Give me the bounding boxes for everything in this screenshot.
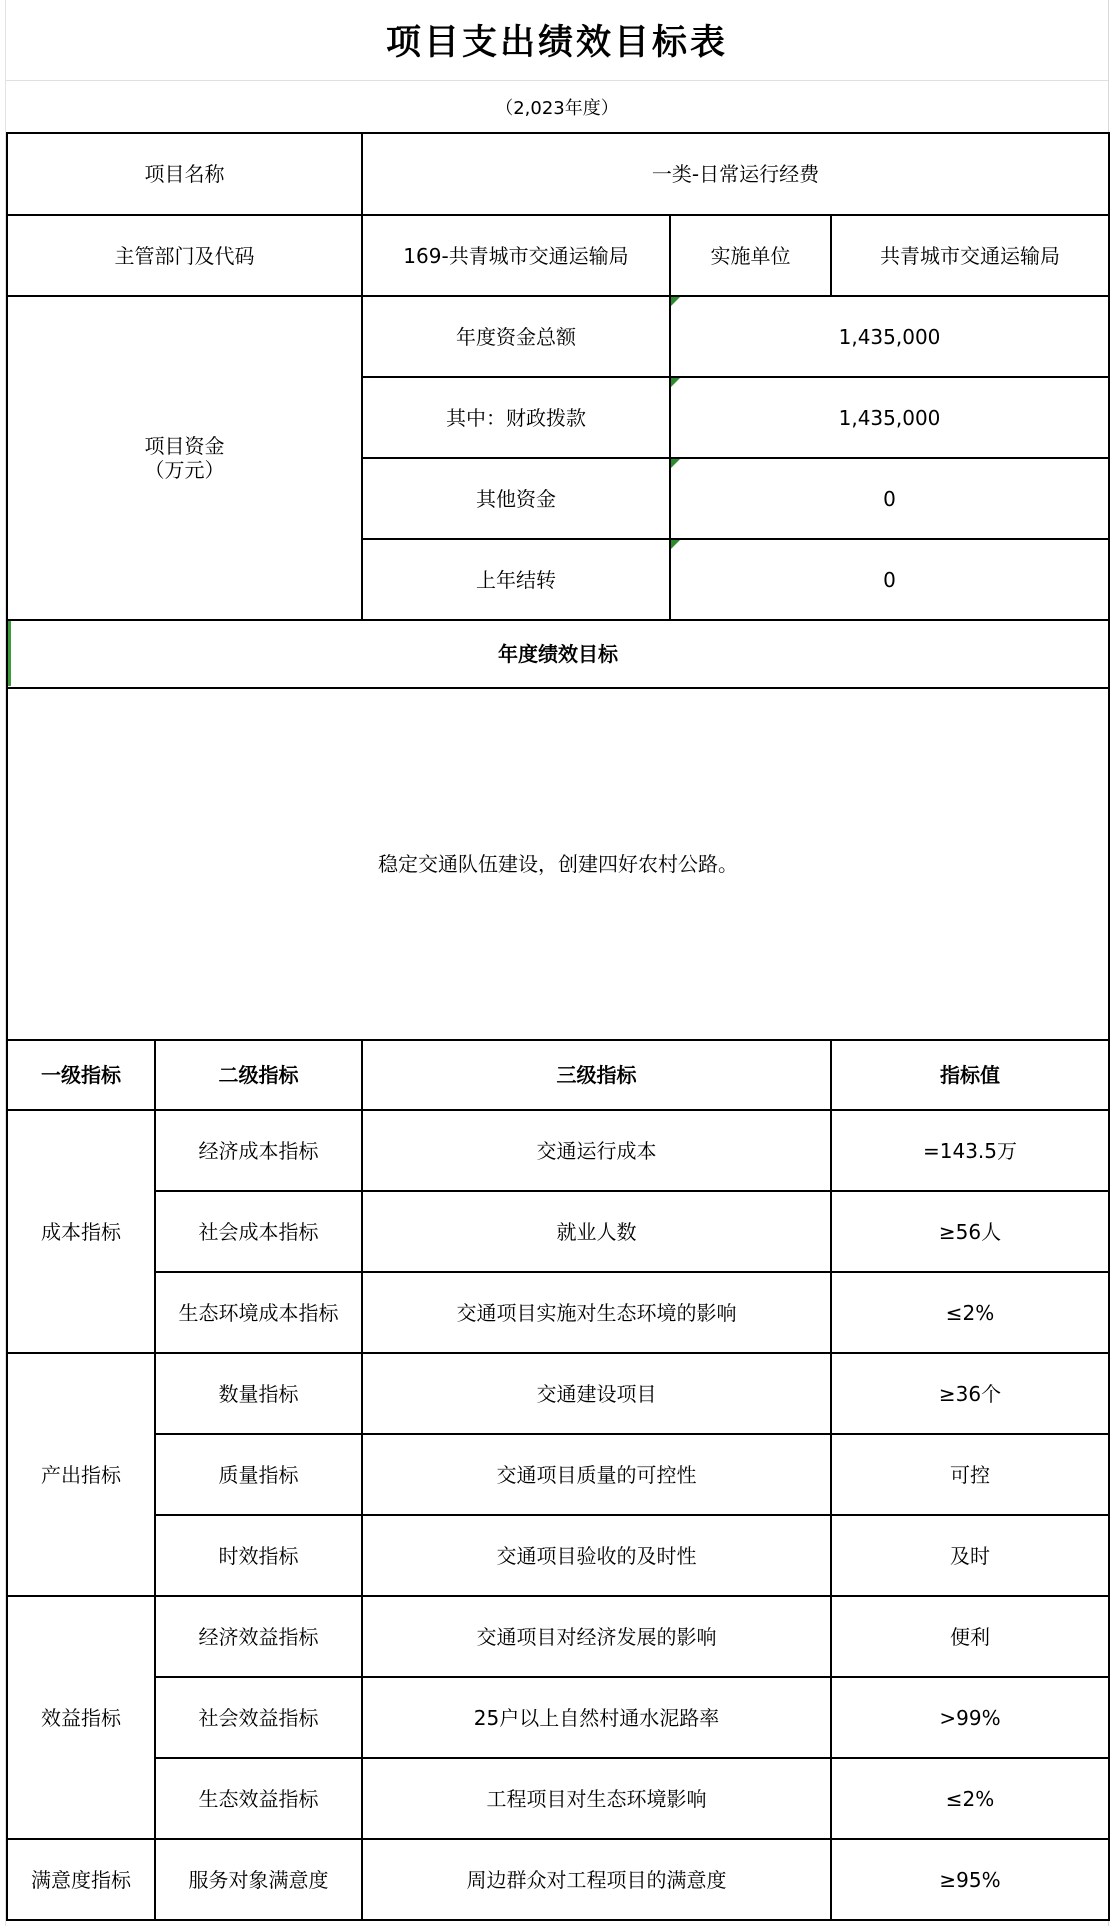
level1-cell[interactable]: 成本指标 xyxy=(7,1110,155,1353)
level2-cell[interactable]: 社会成本指标 xyxy=(155,1191,362,1272)
funds-label[interactable]: 项目资金 （万元） xyxy=(7,296,362,620)
indicator-row xyxy=(7,1839,1109,1920)
value-cell[interactable]: 及时 xyxy=(831,1515,1109,1596)
value-cell[interactable]: =143.5万 xyxy=(831,1110,1109,1191)
level3-cell[interactable]: 交通项目验收的及时性 xyxy=(362,1515,831,1596)
project-name-value[interactable]: 一类-日常运行经费 xyxy=(362,133,1109,215)
dept-value[interactable]: 169-共青城市交通运输局 xyxy=(362,215,670,296)
indicator-row xyxy=(7,1596,1109,1677)
indicator-row xyxy=(7,1191,1109,1272)
level2-cell[interactable]: 经济效益指标 xyxy=(155,1596,362,1677)
level3-cell[interactable]: 交通项目对经济发展的影响 xyxy=(362,1596,831,1677)
level3-cell[interactable]: 周边群众对工程项目的满意度 xyxy=(362,1839,831,1920)
level3-cell[interactable]: 工程项目对生态环境影响 xyxy=(362,1758,831,1839)
level1-cell[interactable]: 满意度指标 xyxy=(7,1839,155,1920)
value-cell[interactable]: ≥95% xyxy=(831,1839,1109,1920)
annual-goal-header[interactable]: 年度绩效目标 xyxy=(7,620,1109,688)
level2-cell[interactable]: 时效指标 xyxy=(155,1515,362,1596)
indicator-row xyxy=(7,1677,1109,1758)
level2-cell[interactable]: 社会效益指标 xyxy=(155,1677,362,1758)
indicator-row xyxy=(7,1758,1109,1839)
value-cell[interactable]: ≤2% xyxy=(831,1272,1109,1353)
level3-cell[interactable]: 交通运行成本 xyxy=(362,1110,831,1191)
funds-total-label[interactable]: 年度资金总额 xyxy=(362,296,670,377)
funds-fiscal-label[interactable]: 其中：财政拨款 xyxy=(362,377,670,458)
impl-unit-label[interactable]: 实施单位 xyxy=(670,215,831,296)
funds-other-value[interactable]: 0 xyxy=(670,458,1109,539)
funds-carryover-label[interactable]: 上年结转 xyxy=(362,539,670,620)
funds-total-value[interactable]: 1,435,000 xyxy=(670,296,1109,377)
document-year: （2,023年度） xyxy=(495,98,619,119)
performance-target-sheet xyxy=(6,0,1108,1926)
funds-carryover-value[interactable]: 0 xyxy=(670,539,1109,620)
project-name-label[interactable]: 项目名称 xyxy=(7,133,362,215)
value-cell[interactable]: 可控 xyxy=(831,1434,1109,1515)
level2-cell[interactable]: 生态环境成本指标 xyxy=(155,1272,362,1353)
value-cell[interactable]: 便利 xyxy=(831,1596,1109,1677)
dept-label[interactable]: 主管部门及代码 xyxy=(7,215,362,296)
annual-goal-header-row xyxy=(7,620,1109,688)
level1-cell[interactable]: 效益指标 xyxy=(7,1596,155,1839)
indicator-row xyxy=(7,1515,1109,1596)
indicator-row xyxy=(7,1272,1109,1353)
value-cell[interactable]: >99% xyxy=(831,1677,1109,1758)
level2-cell[interactable]: 经济成本指标 xyxy=(155,1110,362,1191)
project-name-row xyxy=(7,133,1109,215)
annual-goal-text-row xyxy=(7,688,1109,1040)
indicator-row xyxy=(7,1434,1109,1515)
level1-cell[interactable]: 产出指标 xyxy=(7,1353,155,1596)
indicator-header-row xyxy=(7,1040,1109,1110)
funds-row-total xyxy=(7,296,1109,377)
indicator-row xyxy=(7,1110,1109,1191)
header-level3[interactable]: 三级指标 xyxy=(362,1040,831,1110)
value-cell[interactable]: ≥36个 xyxy=(831,1353,1109,1434)
header-value[interactable]: 指标值 xyxy=(831,1040,1109,1110)
level3-cell[interactable]: 就业人数 xyxy=(362,1191,831,1272)
value-cell[interactable]: ≤2% xyxy=(831,1758,1109,1839)
header-level2[interactable]: 二级指标 xyxy=(155,1040,362,1110)
impl-unit-value[interactable]: 共青城市交通运输局 xyxy=(831,215,1109,296)
level2-cell[interactable]: 服务对象满意度 xyxy=(155,1839,362,1920)
performance-table xyxy=(6,132,1110,1921)
level2-cell[interactable]: 生态效益指标 xyxy=(155,1758,362,1839)
level2-cell[interactable]: 质量指标 xyxy=(155,1434,362,1515)
indicator-row xyxy=(7,1353,1109,1434)
level3-cell[interactable]: 交通项目质量的可控性 xyxy=(362,1434,831,1515)
level3-cell[interactable]: 交通项目实施对生态环境的影响 xyxy=(362,1272,831,1353)
level2-cell[interactable]: 数量指标 xyxy=(155,1353,362,1434)
level3-cell[interactable]: 25户以上自然村通水泥路率 xyxy=(362,1677,831,1758)
value-cell[interactable]: ≥56人 xyxy=(831,1191,1109,1272)
funds-other-label[interactable]: 其他资金 xyxy=(362,458,670,539)
header-level1[interactable]: 一级指标 xyxy=(7,1040,155,1110)
annual-goal-text[interactable]: 稳定交通队伍建设，创建四好农村公路。 xyxy=(7,688,1109,1040)
level3-cell[interactable]: 交通建设项目 xyxy=(362,1353,831,1434)
document-title: 项目支出绩效目标表 xyxy=(6,0,1108,81)
funds-fiscal-value[interactable]: 1,435,000 xyxy=(670,377,1109,458)
department-row xyxy=(7,215,1109,296)
